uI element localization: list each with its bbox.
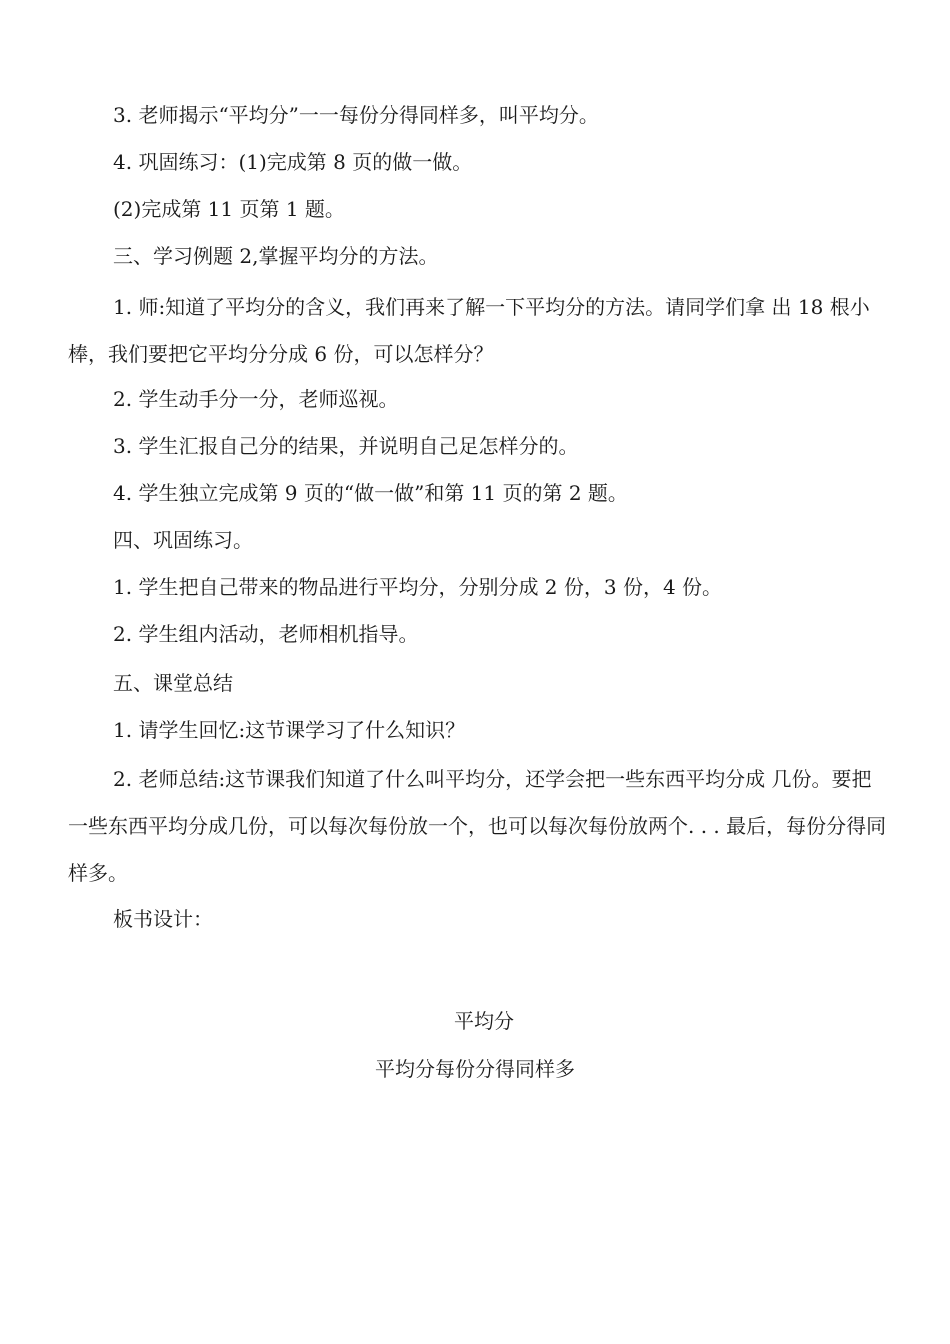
paragraph-teacher-reveals: 3. 老师揭示“平均分”一一每份分得同样多，叫平均分。 (113, 103, 599, 127)
paragraph-board-design: 板书设计： (113, 907, 213, 931)
paragraph-group-activity: 2. 学生组内活动，老师相机指导。 (113, 622, 419, 646)
paragraph-teacher-intro: 1. 师:知道了平均分的含义，我们再来了解一下平均分的方法。请同学们拿 出 18 根小棒，我们要把它平均分分成 6 份，可以怎样分？ (68, 295, 870, 366)
section-heading-summary: 五、课堂总结 (113, 671, 233, 695)
paragraph-share-items: 1. 学生把自己带来的物品进行平均分，分别分成 2 份，3 份，4 份。 (113, 575, 723, 599)
paragraph-practice-2: (2)完成第 11 页第 1 题。 (113, 197, 345, 221)
paragraph-students-report: 3. 学生汇报自己分的结果，并说明自己足怎样分的。 (113, 434, 579, 458)
paragraph-teacher-summary: 2. 老师总结:这节课我们知道了什么叫平均分，还学会把一些东西平均分成 几份。要把一些东西平均分成几份，可以每次每份放一个，也可以每次每份放两个. . . 最后，每份分得同样多。 (68, 767, 887, 885)
section-heading-consolidation: 四、巩固练习。 (113, 528, 253, 552)
board-title: 平均分 (454, 1009, 514, 1033)
board-line: 平均分每份分得同样多 (375, 1057, 575, 1081)
paragraph-practice-1: 4. 巩固练习：(1)完成第 8 页的做一做。 (113, 150, 473, 174)
section-heading-example-2: 三、学习例题 2,掌握平均分的方法。 (113, 244, 439, 268)
paragraph-students-divide: 2. 学生动手分一分，老师巡视。 (113, 387, 399, 411)
paragraph-recall: 1. 请学生回忆:这节课学习了什么知识？ (113, 718, 466, 742)
paragraph-independent-work: 4. 学生独立完成第 9 页的“做一做”和第 11 页的第 2 题。 (113, 481, 628, 505)
